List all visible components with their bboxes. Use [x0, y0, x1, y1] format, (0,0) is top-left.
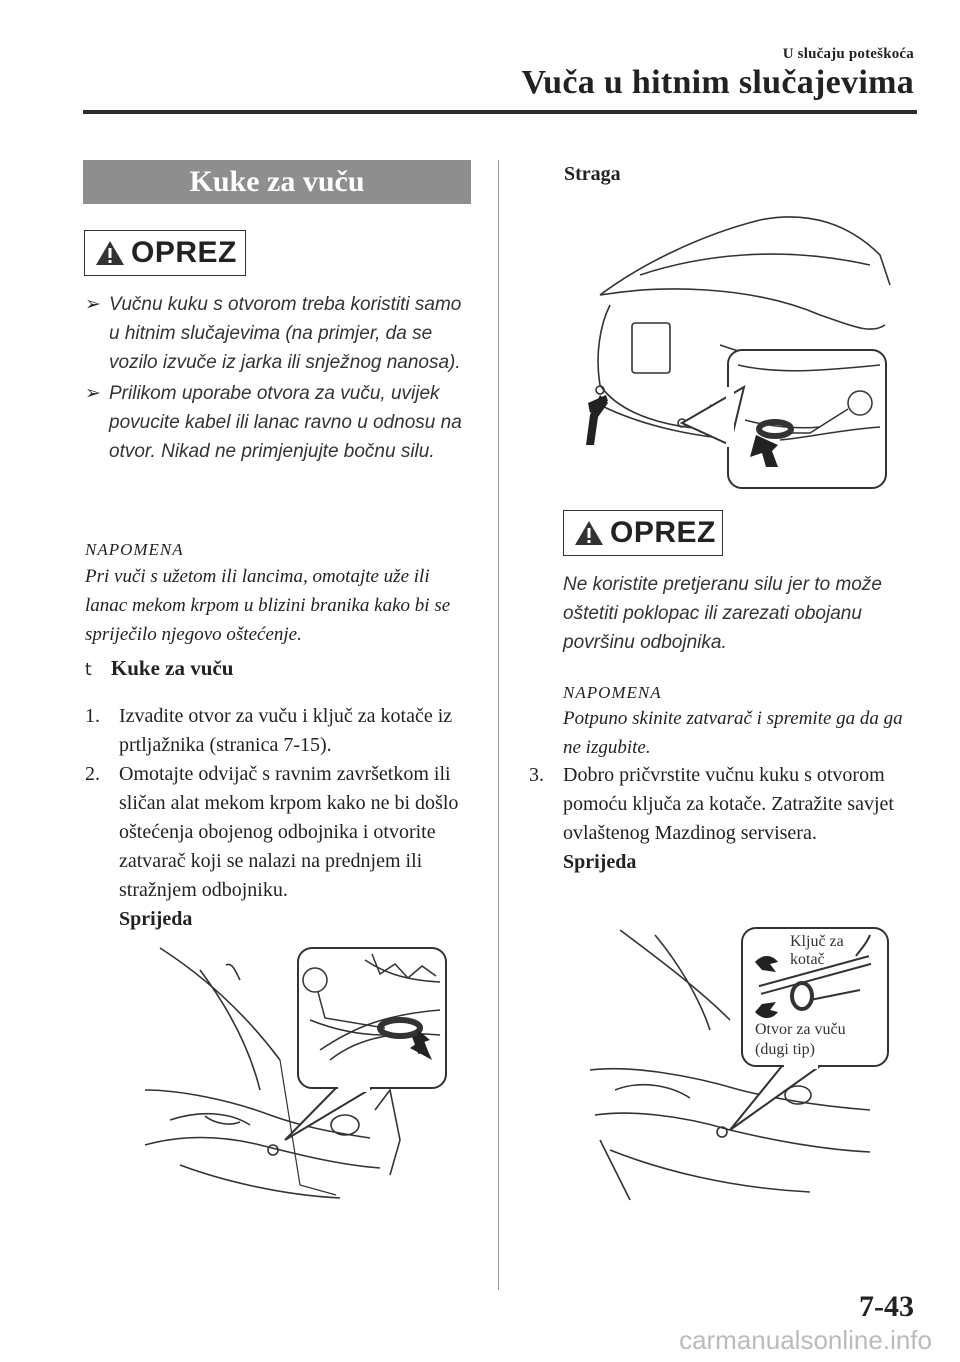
step-item: 3. Dobro pričvrstite vučnu kuku s otvorom pomoću ključa za kotače. Zatražite savjet ovlaštenog Mazdinog servisera.	[529, 764, 894, 844]
steps-list-left	[85, 702, 475, 934]
page-number: 7-43	[859, 1290, 914, 1323]
note-text-right: Potpuno skinite zatvarač i spremite ga da ga ne izgubite.	[563, 708, 903, 758]
label-hook-2: (dugi tip)	[755, 1041, 815, 1058]
caution-label: OPREZ	[131, 236, 237, 269]
header-section: U slučaju poteškoća	[782, 46, 914, 62]
header-rule	[83, 110, 917, 114]
warning-triangle-icon	[95, 240, 125, 266]
arrow-bullet-icon: ➢	[85, 294, 101, 315]
label-hook-1: Otvor za vuču	[755, 1021, 846, 1038]
caution-item: ➢ Vučnu kuku s otvorom treba koristiti samo u hitnim slučajevima (na primjer, da se vozilo izvuče iz jarka ili snježnog nanosa).	[85, 290, 470, 377]
caution-label: OPREZ	[610, 516, 716, 549]
caution-text-right: Ne koristite pretjeranu silu jer to može oštetiti poklopac ili zarezati obojanu površinu odbojnika.	[563, 574, 882, 653]
caution-box-right	[563, 510, 723, 556]
step-item: 1. Izvadite otvor za vuču i ključ za kotače iz prtljažnika (stranica 7-15).	[85, 705, 453, 756]
caution-box-left	[84, 230, 246, 276]
step-item: 2. Omotajte odvijač s ravnim završetkom ili sličan alat mekom krpom kako ne bi došlo oštećenja obojenog odbojnika i otvorite zatvarač koji se nalazi na prednjem ili stražnjem odbojniku.	[85, 763, 459, 901]
step-3	[529, 761, 919, 877]
arrow-bullet-icon: ➢	[85, 383, 101, 404]
front-label: Sprijeda	[119, 908, 193, 930]
hook-install-figure	[570, 920, 900, 1220]
subheading: t Kuke za vuču	[85, 656, 234, 680]
subheading-marker-icon: t	[85, 660, 92, 680]
label-wrench-1: Ključ za	[790, 933, 844, 950]
caution-list-left	[85, 290, 470, 466]
note-text-left: Pri vuči s užetom ili lancima, omotajte uže ili lanac mekom krpom u blizini branika kako bi se spriječilo njegovo oštećenje.	[85, 566, 451, 645]
front-label-right: Sprijeda	[563, 851, 637, 873]
front-bumper-figure	[140, 940, 460, 1240]
footer-url[interactable]: carmanualsonline.info	[679, 1325, 932, 1355]
note-heading-left: NAPOMENA	[85, 540, 184, 559]
rear-label: Straga	[564, 163, 621, 185]
note-heading-right: NAPOMENA	[563, 683, 662, 702]
page-title: Vuča u hitnim slučajevima	[521, 64, 914, 101]
section-banner: Kuke za vuču	[83, 160, 471, 204]
warning-triangle-icon	[574, 520, 604, 546]
rear-bumper-figure	[580, 205, 900, 495]
label-wrench-2: kotač	[790, 951, 825, 968]
column-divider	[498, 160, 499, 1290]
caution-item: ➢ Prilikom uporabe otvora za vuču, uvijek povucite kabel ili lanac ravno u odnosu na otvor. Nikad ne primjenjujte bočnu silu.	[85, 379, 470, 466]
